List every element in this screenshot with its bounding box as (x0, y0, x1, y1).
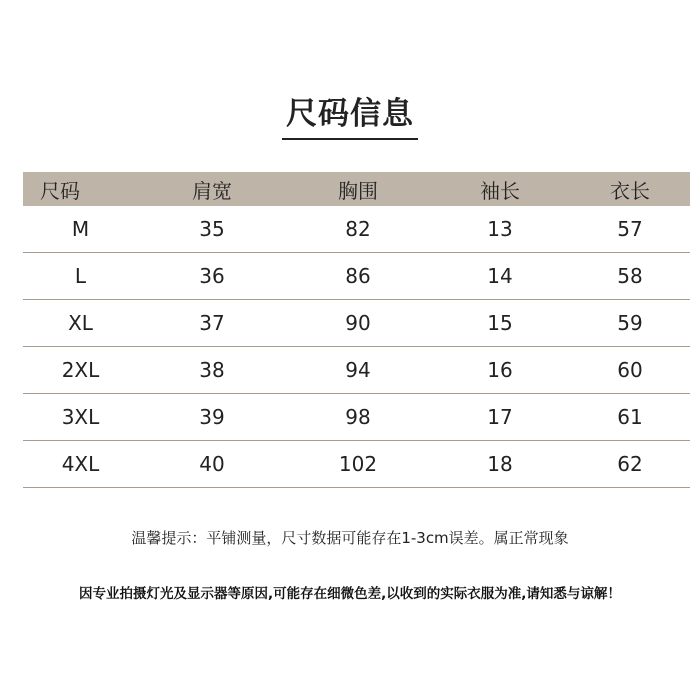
cell-size: M (23, 206, 138, 253)
table-row (23, 253, 690, 300)
header-size: 尺码 (23, 172, 138, 206)
cell-sleeve-length: 14 (430, 253, 570, 300)
cell-shoulder-width: 40 (138, 441, 286, 488)
cell-size: 4XL (23, 441, 138, 488)
table-row (23, 394, 690, 441)
cell-size: 3XL (23, 394, 138, 441)
cell-garment-length: 62 (570, 441, 690, 488)
table-row (23, 347, 690, 394)
title-container (0, 96, 700, 140)
cell-size: XL (23, 300, 138, 347)
cell-garment-length: 59 (570, 300, 690, 347)
cell-chest: 98 (286, 394, 430, 441)
measurement-tip: 温馨提示：平铺测量，尺寸数据可能存在1-3cm误差。属正常现象 (131, 529, 569, 547)
cell-chest: 90 (286, 300, 430, 347)
cell-sleeve-length: 15 (430, 300, 570, 347)
cell-size: 2XL (23, 347, 138, 394)
cell-shoulder-width: 38 (138, 347, 286, 394)
cell-chest: 94 (286, 347, 430, 394)
header-garment-length: 衣长 (570, 172, 690, 206)
cell-shoulder-width: 36 (138, 253, 286, 300)
table-row (23, 206, 690, 253)
table-row (23, 300, 690, 347)
cell-shoulder-width: 35 (138, 206, 286, 253)
size-chart-table (23, 172, 690, 488)
cell-sleeve-length: 18 (430, 441, 570, 488)
table-body (23, 206, 690, 488)
color-disclaimer: 因专业拍摄灯光及显示器等原因,可能存在细微色差,以收到的实际衣服为准,请知悉与谅解！ (79, 586, 621, 602)
page-title: 尺码信息 (282, 96, 418, 140)
cell-sleeve-length: 13 (430, 206, 570, 253)
table-row (23, 441, 690, 488)
header-shoulder-width: 肩宽 (138, 172, 286, 206)
cell-shoulder-width: 39 (138, 394, 286, 441)
table-header (23, 172, 690, 206)
header-sleeve-length: 袖长 (430, 172, 570, 206)
header-row (23, 172, 690, 206)
cell-garment-length: 58 (570, 253, 690, 300)
cell-garment-length: 61 (570, 394, 690, 441)
cell-sleeve-length: 16 (430, 347, 570, 394)
cell-chest: 86 (286, 253, 430, 300)
cell-chest: 82 (286, 206, 430, 253)
cell-garment-length: 57 (570, 206, 690, 253)
header-chest: 胸围 (286, 172, 430, 206)
cell-chest: 102 (286, 441, 430, 488)
cell-size: L (23, 253, 138, 300)
cell-garment-length: 60 (570, 347, 690, 394)
cell-shoulder-width: 37 (138, 300, 286, 347)
cell-sleeve-length: 17 (430, 394, 570, 441)
